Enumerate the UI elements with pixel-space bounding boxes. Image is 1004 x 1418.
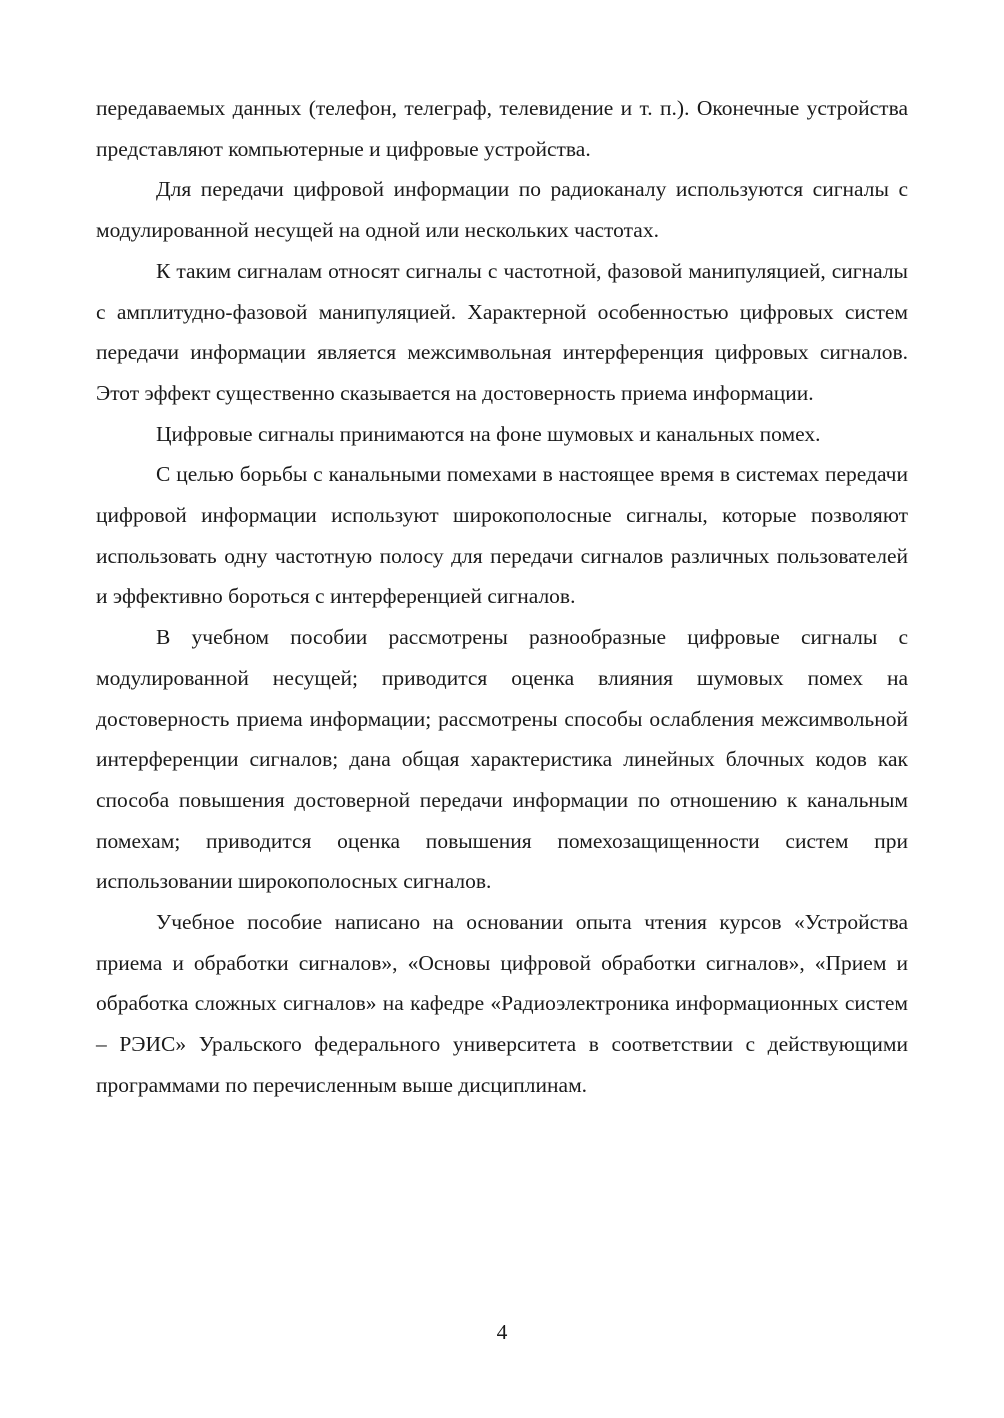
paragraph-textbook-contents: В учебном пособии рассмотрены разнообразные цифровые сигналы с модулированной несущей; приводится оценка влияния шумовых помех на достоверность приема информации; рассмотрены способы ослабления межсимвольной интерференции сигналов; дана общая характеристика линейных блочных кодов как способа повышения достоверной передачи информации по отношению к канальным помехам; приводится оценка повышения помехозащищенности систем при использовании широкополосных сигналов. (96, 625, 908, 894)
paragraph-noise-background: Цифровые сигналы принимаются на фоне шумовых и канальных помех. (156, 421, 821, 446)
paragraph-manipulation-signals: К таким сигналам относят сигналы с частотной, фазовой манипуляцией, сигналы с амплитудно-фазовой манипуляцией. Характерной особенностью цифровых систем передачи информации является межсимвольная интерференция цифровых сигналов. Этот эффект существенно сказывается на достоверность приема информации. (96, 258, 908, 405)
paragraph-wideband-signals: С целью борьбы с канальными помехами в настоящее время в системах передачи цифровой информации используют широкополосные сигналы, которые позволяют использовать одну частотную полосу для передачи сигналов различных пользователей и эффективно бороться с интерференцией сигналов. (96, 462, 908, 609)
document-page-body (96, 88, 908, 1106)
paragraph-textbook-origin: Учебное пособие написано на основании опыта чтения курсов «Устройства приема и обработки сигналов», «Основы цифровой обработки сигналов», «Прием и обработка сложных сигналов» на кафедре «Радиоэлектроника информационных систем – РЭИС» Уральского федерального университета в соответствии с действующими программами по перечисленным выше дисциплинам. (96, 910, 908, 1097)
paragraph-radio-channel: Для передачи цифровой информации по радиоканалу используются сигналы с модулированной несущей на одной или нескольких частотах. (96, 177, 908, 243)
paragraph-continuation: передаваемых данных (телефон, телеграф, телевидение и т. п.). Оконечные устройства представляют компьютерные и цифровые устройства. (96, 96, 908, 161)
page-number: 4 (496, 1320, 508, 1344)
